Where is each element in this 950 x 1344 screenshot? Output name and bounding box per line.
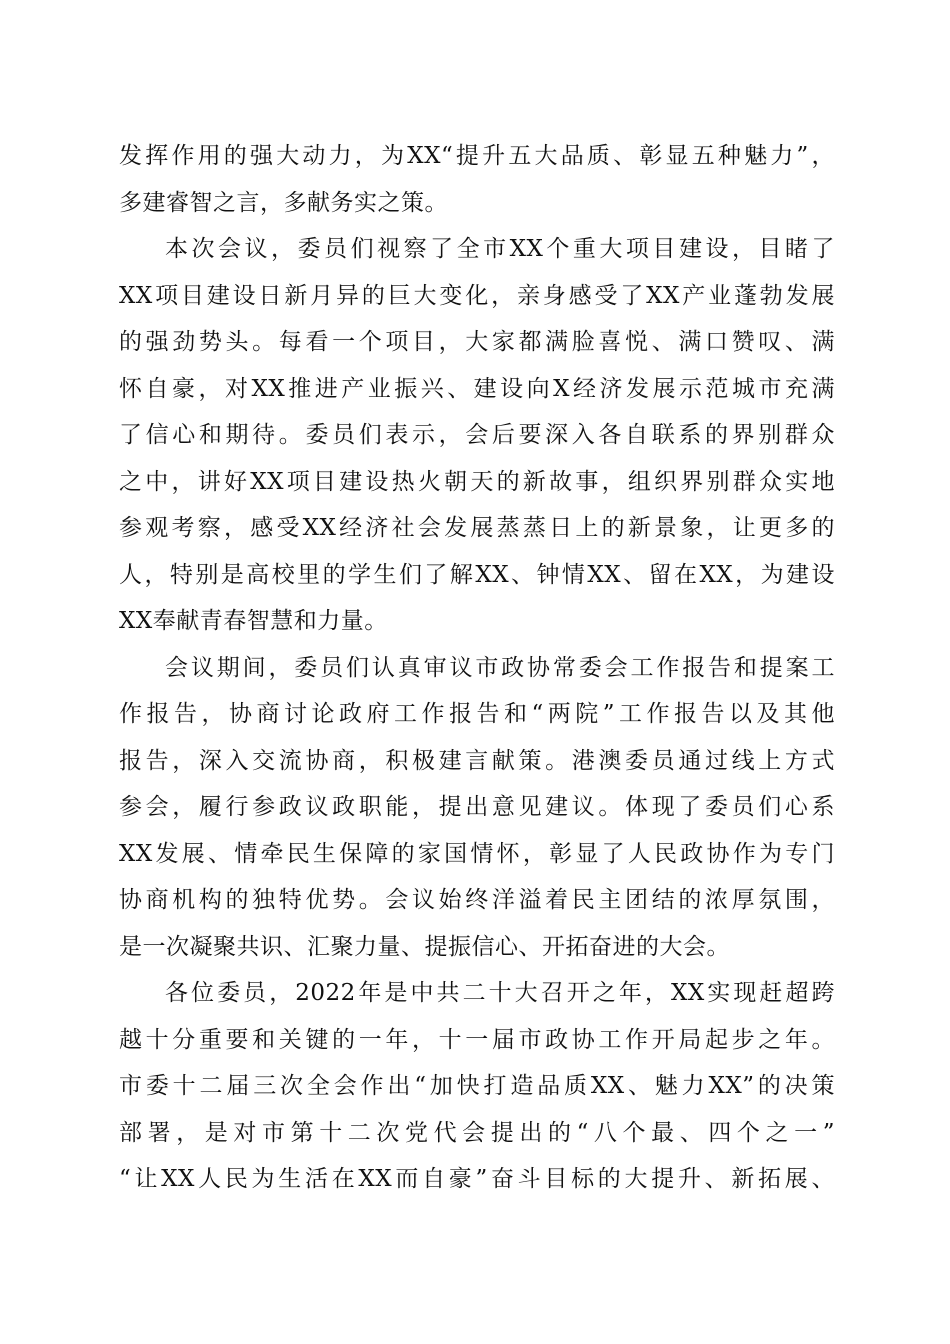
text-line: 多建睿智之言，多献务实之策。 — [119, 189, 448, 216]
text-line: XX项目建设日新月异的巨大变化，亲身感受了XX产业蓬勃发展 — [119, 282, 835, 309]
text-line: 部署，是对市第十二次党代会提出的“八个最、四个之一” — [119, 1119, 835, 1146]
text-line: 各位委员，2022年是中共二十大召开之年，XX实现赶超跨 — [165, 980, 835, 1006]
text-line: 越十分重要和关键的一年，十一届市政协工作开局起步之年。 — [119, 1026, 835, 1053]
text-line: 是一次凝聚共识、汇聚力量、提振信心、开拓奋进的大会。 — [119, 933, 730, 960]
text-line: 之中，讲好XX项目建设热火朝天的新故事，组织界别群众实地 — [119, 468, 835, 495]
text-line: 本次会议，委员们视察了全市XX个重大项目建设，目睹了 — [165, 236, 835, 262]
text-line: 会议期间，委员们认真审议市政协常委会工作报告和提案工 — [165, 654, 835, 681]
text-line: 的强劲势头。每看一个项目，大家都满脸喜悦、满口赞叹、满 — [119, 329, 835, 355]
text-line: 报告，深入交流协商，积极建言献策。港澳委员通过线上方式 — [119, 747, 835, 774]
text-line: XX发展、情牵民生保障的家国情怀，彰显了人民政协作为专门 — [119, 840, 835, 867]
text-line: 市委十二届三次全会作出“加快打造品质XX、魅力XX”的决策 — [119, 1073, 835, 1099]
document-body — [119, 133, 835, 1203]
text-line: 作报告，协商讨论政府工作报告和“两院”工作报告以及其他 — [119, 701, 835, 727]
text-line: 发挥作用的强大动力，为XX“提升五大品质、彰显五种魅力”， — [119, 143, 835, 169]
text-line: 怀自豪，对XX推进产业振兴、建设向X经济发展示范城市充满 — [119, 375, 835, 402]
text-line: 人，特别是高校里的学生们了解XX、钟情XX、留在XX，为建设 — [119, 561, 835, 588]
text-line: 参会，履行参政议政职能，提出意见建议。体现了委员们心系 — [119, 794, 835, 820]
text-line: “让XX人民为生活在XX而自豪”奋斗目标的大提升、新拓展、 — [119, 1166, 835, 1192]
text-line: 了信心和期待。委员们表示，会后要深入各自联系的界别群众 — [119, 422, 835, 448]
text-line: 参观考察，感受XX经济社会发展蒸蒸日上的新景象，让更多的 — [119, 515, 835, 541]
text-line: XX奉献青春智慧和力量。 — [119, 608, 388, 634]
text-line: 协商机构的独特优势。会议始终洋溢着民主团结的浓厚氛围， — [119, 887, 835, 913]
